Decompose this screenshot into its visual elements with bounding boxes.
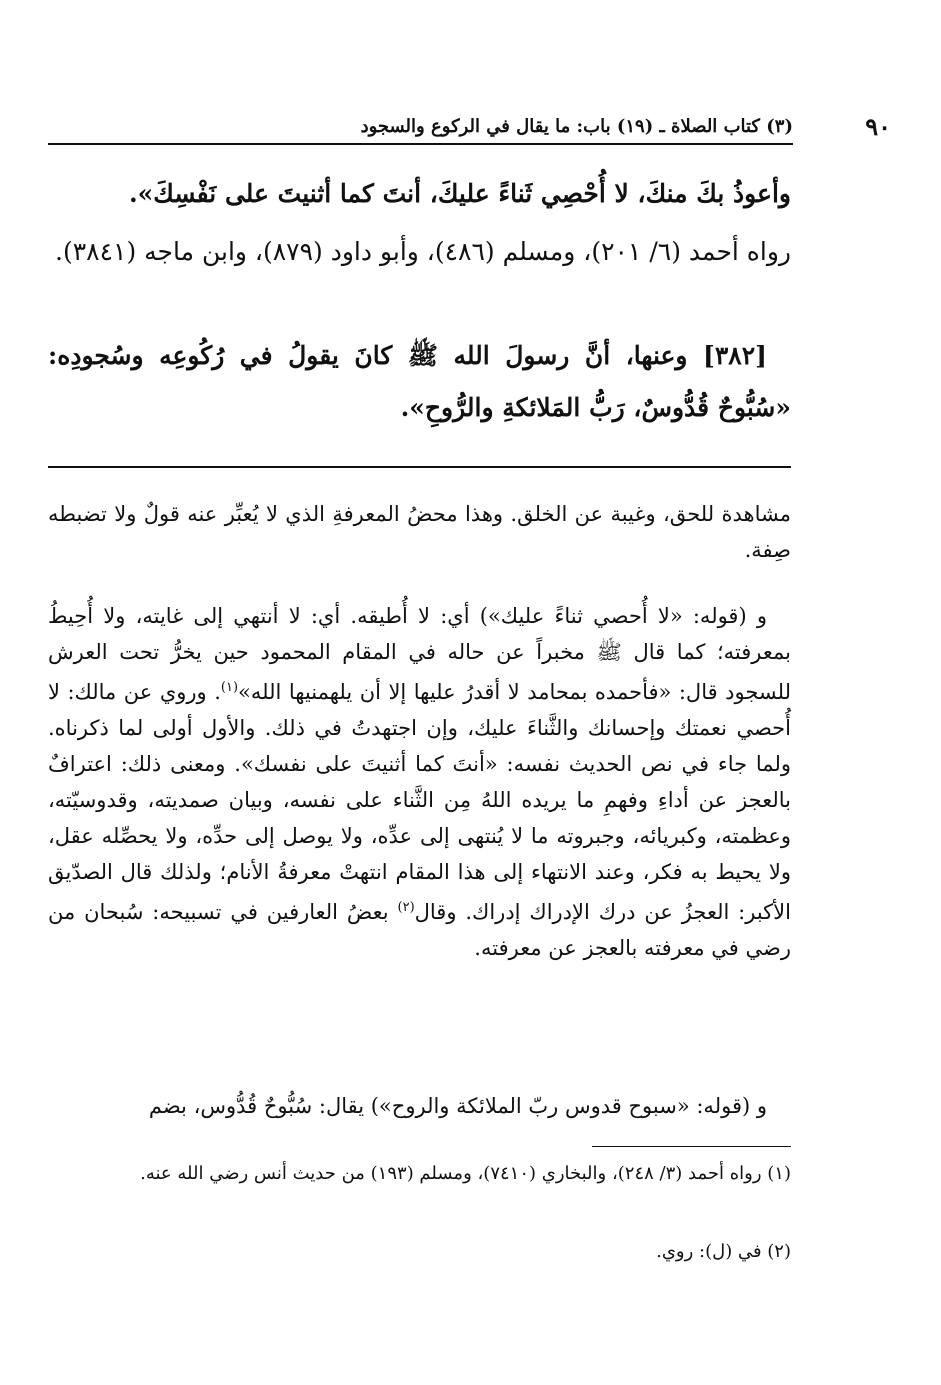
page-number: ٩٠ <box>865 112 891 141</box>
header-rule <box>48 143 793 145</box>
commentary-text: و (قوله: «لا أُحصي ثناءً عليك») أي: لا أُطيقه. أي: لا أنتهي إلى غايته، ولا أُحِيطُ بمعرفته؛ كما قال ﷺ مخبراً عن حاله في المقام المحمود حين يخرُّ تحت العرش للسجود قال: «فأحمده بمحامد لا أقدرُ عليها إلا أن يلهمنيها الله» <box>48 604 791 704</box>
footnote-ref-1: (١) <box>220 680 239 695</box>
footnote-rule <box>592 1146 791 1147</box>
commentary-text-end: بعضُ العارفين في تسبيحه: سُبحان من رضي في معرفته بالعجز عن معرفته. <box>48 900 791 960</box>
hadith-citation: رواه أحمد (٦/ ٢٠١)، ومسلم (٤٨٦)، وأبو داود (٨٧٩)، وابن ماجه (٣٨٤١). <box>55 237 791 266</box>
hadith-382: [٣٨٢] وعنها، أنَّ رسولَ الله ﷺ كانَ يقولُ في رُكُوعِه وسُجودِه: «سُبُّوحٌ قُدُّوسٌ، رَبُّ المَلائكةِ والرُّوحِ». <box>48 341 791 422</box>
footnote-1: (١) رواه أحمد (٣/ ٢٤٨)، والبخاري (٧٤١٠)، ومسلم (١٩٣) من حديث أنس رضي الله عنه. <box>140 1163 791 1184</box>
footnote-ref-2: (٢) <box>397 900 415 915</box>
commentary-text-cont: . وروي عن مالك: لا أُحصي نعمتك وإحسانك والثَّناءَ عليك، وإن اجتهدتُ في ذلك. والأول أولى لما ذكرناه. ولما جاء في نص الحديث نفسه: «أنتَ كما أثنيتَ على نفسك». ومعنى ذلك: اعترافٌ بالعجز عن أداءِ وفهمِ ما يريده اللهُ مِن الثَّناء على نفسه، وبيان صمديته، وقدوسيّته، وعظمته، وكبريائه، وجبروته ما لا يُنتهى إلى عدِّه، ولا يوصل إلى حدِّه، ولا يحصِّله عقل، ولا يحيط به فكر، وعند الانتهاء إلى هذا المقام انتهتْ معرفةُ الأنام؛ ولذلك قال الصدّيق الأكبر: العجزُ عن درك الإدراك إدراك. وقال <box>48 680 791 924</box>
running-title: (٣) كتاب الصلاة ـ (١٩) باب: ما يقال في الركوع والسجود <box>360 116 793 137</box>
commentary-paragraph-2 <box>48 598 791 966</box>
commentary-paragraph-1: مشاهدة للحق، وغيبة عن الخلق. وهذا محضُ المعرفةِ الذي لا يُعبِّر عنه قولٌ ولا تضبطه صِفة. <box>48 502 791 562</box>
hadith-text-continued: وأعوذُ بكَ منكَ، لا أُحْصِي ثَناءً عليكَ، أنتَ كما أثنيتَ على نَفْسِكَ». <box>128 179 791 208</box>
section-divider <box>48 466 791 468</box>
commentary-paragraph-3: و (قوله: «سبوح قدوس ربّ الملائكة والروح») يقال: سُبُّوحٌ قُدُّوس، بضم <box>148 1094 767 1118</box>
page-header <box>48 108 891 142</box>
footnote-2: (٢) في (ل): روي. <box>656 1241 791 1262</box>
